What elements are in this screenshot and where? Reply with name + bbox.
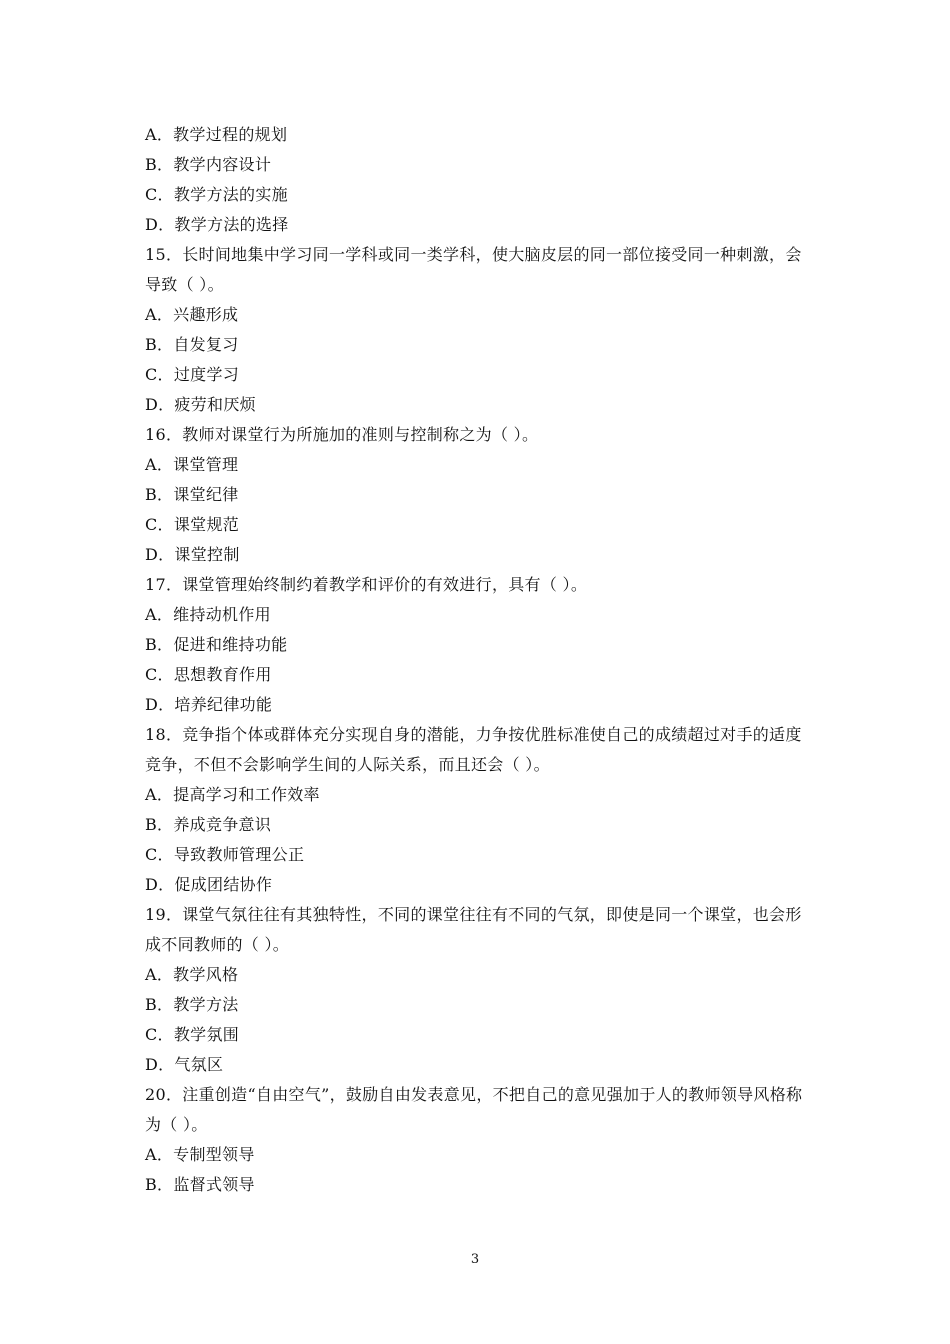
option-line: A．教学风格	[145, 965, 239, 984]
question-19-line-1: 19．课堂气氛往往有其独特性，不同的课堂往往有不同的气氛，即使是同一个课堂，也会形	[145, 905, 802, 924]
page-number: 3	[470, 1252, 480, 1267]
question-18-line-2: 竞争，不但不会影响学生间的人际关系，而且还会（ ）。	[145, 755, 550, 774]
question-19-line-2: 成不同教师的（ ）。	[145, 935, 290, 954]
option-line: B．监督式领导	[145, 1175, 255, 1194]
option-line: C．导致教师管理公正	[145, 845, 305, 864]
option-line: B．教学内容设计	[145, 155, 272, 174]
question-15-line-1: 15．长时间地集中学习同一学科或同一类学科，使大脑皮层的同一部位接受同一种刺激，会	[145, 245, 802, 264]
option-line: D．课堂控制	[145, 545, 240, 564]
question-17: 17．课堂管理始终制约着教学和评价的有效进行，具有（ ）。	[145, 575, 588, 594]
option-line: C．思想教育作用	[145, 665, 272, 684]
option-line: C．课堂规范	[145, 515, 240, 534]
option-line: D．疲劳和厌烦	[145, 395, 256, 414]
option-line: D．促成团结协作	[145, 875, 273, 894]
option-line: A．课堂管理	[145, 455, 239, 474]
option-line: B．自发复习	[145, 335, 239, 354]
option-line: D．培养纪律功能	[145, 695, 273, 714]
question-20-line-2: 为（ ）。	[145, 1115, 208, 1134]
option-line: A．专制型领导	[145, 1145, 255, 1164]
question-16: 16．教师对课堂行为所施加的准则与控制称之为（ ）。	[145, 425, 539, 444]
document-body	[145, 120, 815, 1200]
question-20-line-1: 20．注重创造“自由空气”，鼓励自由发表意见，不把自己的意见强加于人的教师领导风格称	[145, 1085, 803, 1104]
option-line: B．养成竞争意识	[145, 815, 272, 834]
option-line: C．教学方法的实施	[145, 185, 288, 204]
question-18-line-1: 18．竞争指个体或群体充分实现自身的潜能，力争按优胜标准使自己的成绩超过对手的适度	[145, 725, 802, 744]
option-line: B．课堂纪律	[145, 485, 239, 504]
option-line: D．气氛区	[145, 1055, 224, 1074]
option-line: C．教学氛围	[145, 1025, 240, 1044]
question-15-line-2: 导致（ ）。	[145, 275, 224, 294]
option-line: B．促进和维持功能	[145, 635, 288, 654]
option-line: A．教学过程的规划	[145, 125, 288, 144]
option-line: D．教学方法的选择	[145, 215, 289, 234]
option-line: A．提高学习和工作效率	[145, 785, 320, 804]
option-line: C．过度学习	[145, 365, 240, 384]
option-line: A．兴趣形成	[145, 305, 239, 324]
option-line: B．教学方法	[145, 995, 239, 1014]
option-line: A．维持动机作用	[145, 605, 271, 624]
